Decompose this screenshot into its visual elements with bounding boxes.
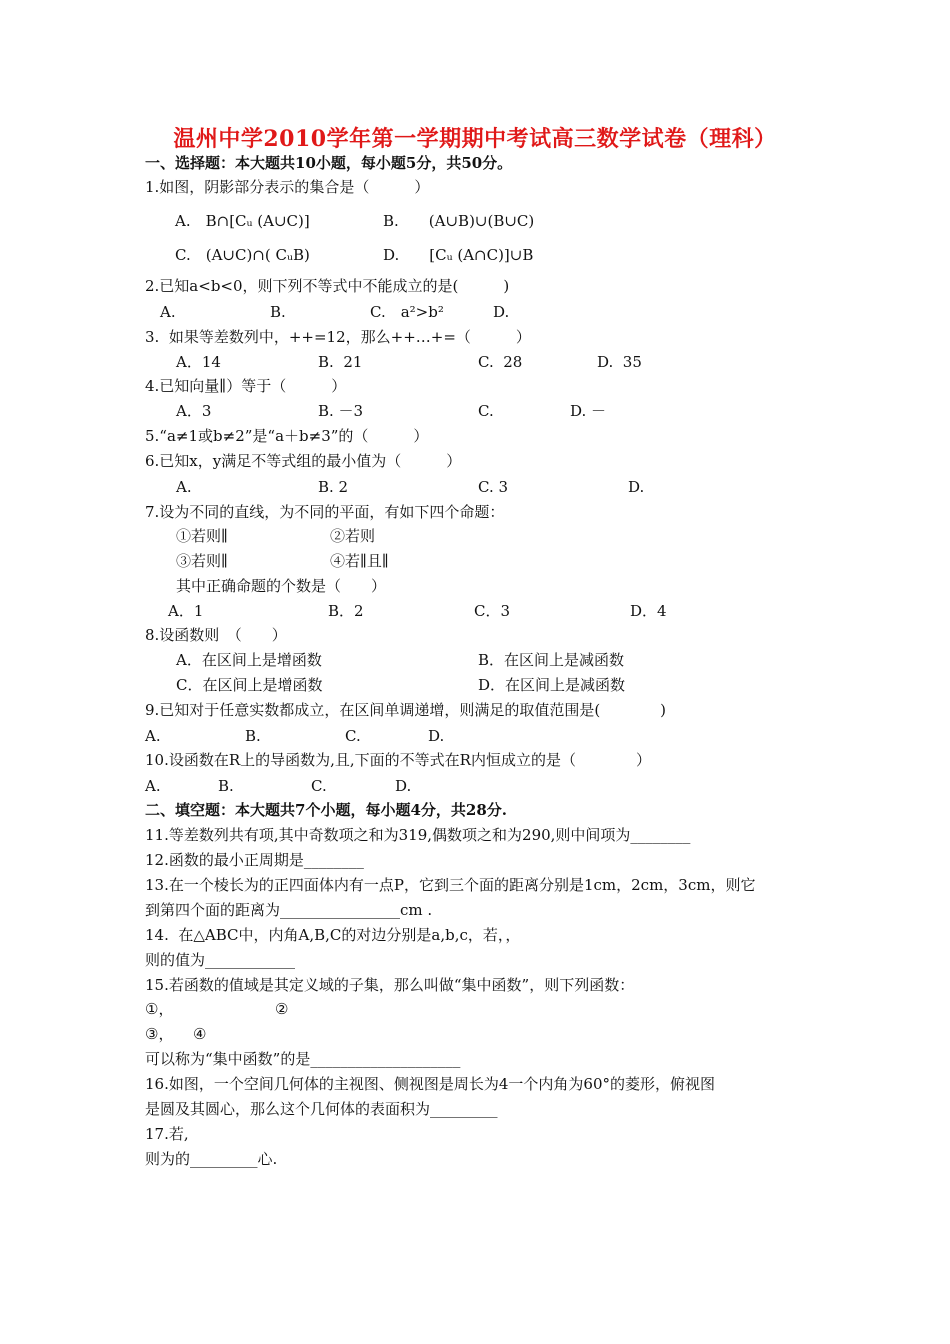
question-3-option-a: A．14: [176, 353, 221, 371]
question-10-option-c: C.: [311, 777, 327, 795]
section-heading-fill: 二、填空题：本大题共7个小题，每小题4分，共28分.: [145, 801, 507, 819]
question-2-option-a: A.: [160, 303, 176, 321]
question-3-option-b: B. 21: [318, 353, 363, 371]
question-13-line-1: 13.在一个棱长为的正四面体内有一点P，它到三个面的距离分别是1cm，2cm，3cm，则它: [145, 876, 756, 894]
question-14-line-1: 14. 在△ABC中，内角A,B,C的对边分别是a,b,c，若，，: [145, 926, 521, 944]
question-1-stem: 1.如图，阴影部分表示的集合是（ ）: [145, 178, 430, 196]
question-7-proposition-3: ③若则∥: [176, 552, 228, 570]
question-12: 12.函数的最小正周期是________: [145, 851, 364, 869]
question-9-option-b: B.: [245, 727, 261, 745]
question-17-line-2: 则为的_________心.: [145, 1150, 278, 1168]
question-3-option-d: D. 35: [597, 353, 642, 371]
question-7-proposition-2: ②若则: [330, 527, 376, 545]
question-8-option-d: D．在区间上是减函数: [478, 676, 626, 694]
question-9-option-d: D.: [428, 727, 445, 745]
question-14-line-2: 则的值为____________: [145, 951, 296, 969]
question-9-option-a: A.: [145, 727, 161, 745]
question-8-option-a: A．在区间上是增函数: [176, 651, 322, 669]
question-6-stem: 6.已知x，y满足不等式组的最小值为（ ）: [145, 452, 462, 470]
question-2-option-d: D.: [493, 303, 510, 321]
question-15-function-2: ②: [275, 1000, 289, 1018]
question-10-option-b: B.: [218, 777, 234, 795]
question-6-option-c: C. 3: [478, 478, 509, 496]
question-7-option-a: A．1: [168, 602, 204, 620]
question-2-option-c: C. a²>b²: [370, 303, 444, 321]
question-7-ask: 其中正确命题的个数是（ ）: [176, 577, 387, 595]
page-title: 温州中学2010学年第一学期期中考试高三数学试卷（理科）: [173, 126, 777, 152]
question-6-option-b: B. 2: [318, 478, 349, 496]
question-6-option-d: D.: [628, 478, 645, 496]
question-4-option-b: B. －3: [318, 402, 364, 420]
question-16-line-1: 16.如图，一个空间几何体的主视图、侧视图是周长为4一个内角为60°的菱形，俯视图: [145, 1075, 715, 1093]
question-7-option-d: D．4: [630, 602, 667, 620]
question-1-option-c: C. (A∪C)∩( CᵤB): [175, 246, 310, 264]
question-15-line-1: 15.若函数的值域是其定义域的子集，那么叫做“集中函数”，则下列函数：: [145, 976, 635, 994]
question-1-option-d: D. [Cᵤ (A∩C)]∪B: [383, 246, 534, 264]
question-2-option-b: B.: [270, 303, 286, 321]
question-10-option-a: A.: [145, 777, 161, 795]
question-11: 11.等差数列共有项,其中奇数项之和为319,偶数项之和为290,则中间项为________: [145, 826, 691, 844]
question-2-stem: 2.已知a<b<0，则下列不等式中不能成立的是( ): [145, 277, 510, 295]
section-heading-choice: 一、选择题：本大题共10小题，每小题5分，共50分。: [145, 154, 513, 172]
question-5-stem: 5.“a≠1或b≠2”是“a＋b≠3”的（ ）: [145, 427, 429, 445]
question-8-stem: 8.设函数则 （ ）: [145, 626, 287, 644]
question-7-stem: 7.设为不同的直线，为不同的平面，有如下四个命题：: [145, 503, 505, 521]
question-16-line-2: 是圆及其圆心，那么这个几何体的表面积为_________: [145, 1100, 498, 1118]
question-15-function-4: ④: [193, 1025, 207, 1043]
question-4-option-c: C.: [478, 402, 494, 420]
question-15-function-1: ①，: [145, 1000, 174, 1018]
question-3-option-c: C. 28: [478, 353, 523, 371]
question-8-option-b: B．在区间上是减函数: [478, 651, 625, 669]
question-13-line-2: 到第四个面的距离为________________cm .: [145, 901, 433, 919]
question-9-stem: 9.已知对于任意实数都成立，在区间单调递增，则满足的取值范围是( ): [145, 701, 667, 719]
question-15-function-3: ③，: [145, 1025, 174, 1043]
question-7-option-b: B．2: [328, 602, 364, 620]
question-10-option-d: D.: [395, 777, 412, 795]
question-3-stem: 3. 如果等差数列中，++=12，那么++…+=（ ）: [145, 328, 531, 346]
question-10-stem: 10.设函数在R上的导函数为,且,下面的不等式在R内恒成立的是（ ）: [145, 751, 651, 769]
question-1-option-b: B. (A∪B)∪(B∪C): [383, 212, 535, 230]
question-6-option-a: A.: [176, 478, 192, 496]
question-4-option-d: D. －: [570, 402, 607, 420]
question-17-line-1: 17.若,: [145, 1125, 189, 1143]
question-4-option-a: A．3: [176, 402, 212, 420]
question-7-option-c: C．3: [474, 602, 511, 620]
question-7-proposition-4: ④若∥且∥: [330, 552, 389, 570]
question-7-proposition-1: ①若则∥: [176, 527, 228, 545]
question-15-line-4: 可以称为“集中函数”的是____________________: [145, 1050, 461, 1068]
question-9-option-c: C.: [345, 727, 361, 745]
question-8-option-c: C．在区间上是增函数: [176, 676, 323, 694]
question-1-option-a: A. B∩[Cᵤ (A∪C)]: [175, 212, 310, 230]
question-4-stem: 4.已知向量∥）等于（ ）: [145, 377, 347, 395]
